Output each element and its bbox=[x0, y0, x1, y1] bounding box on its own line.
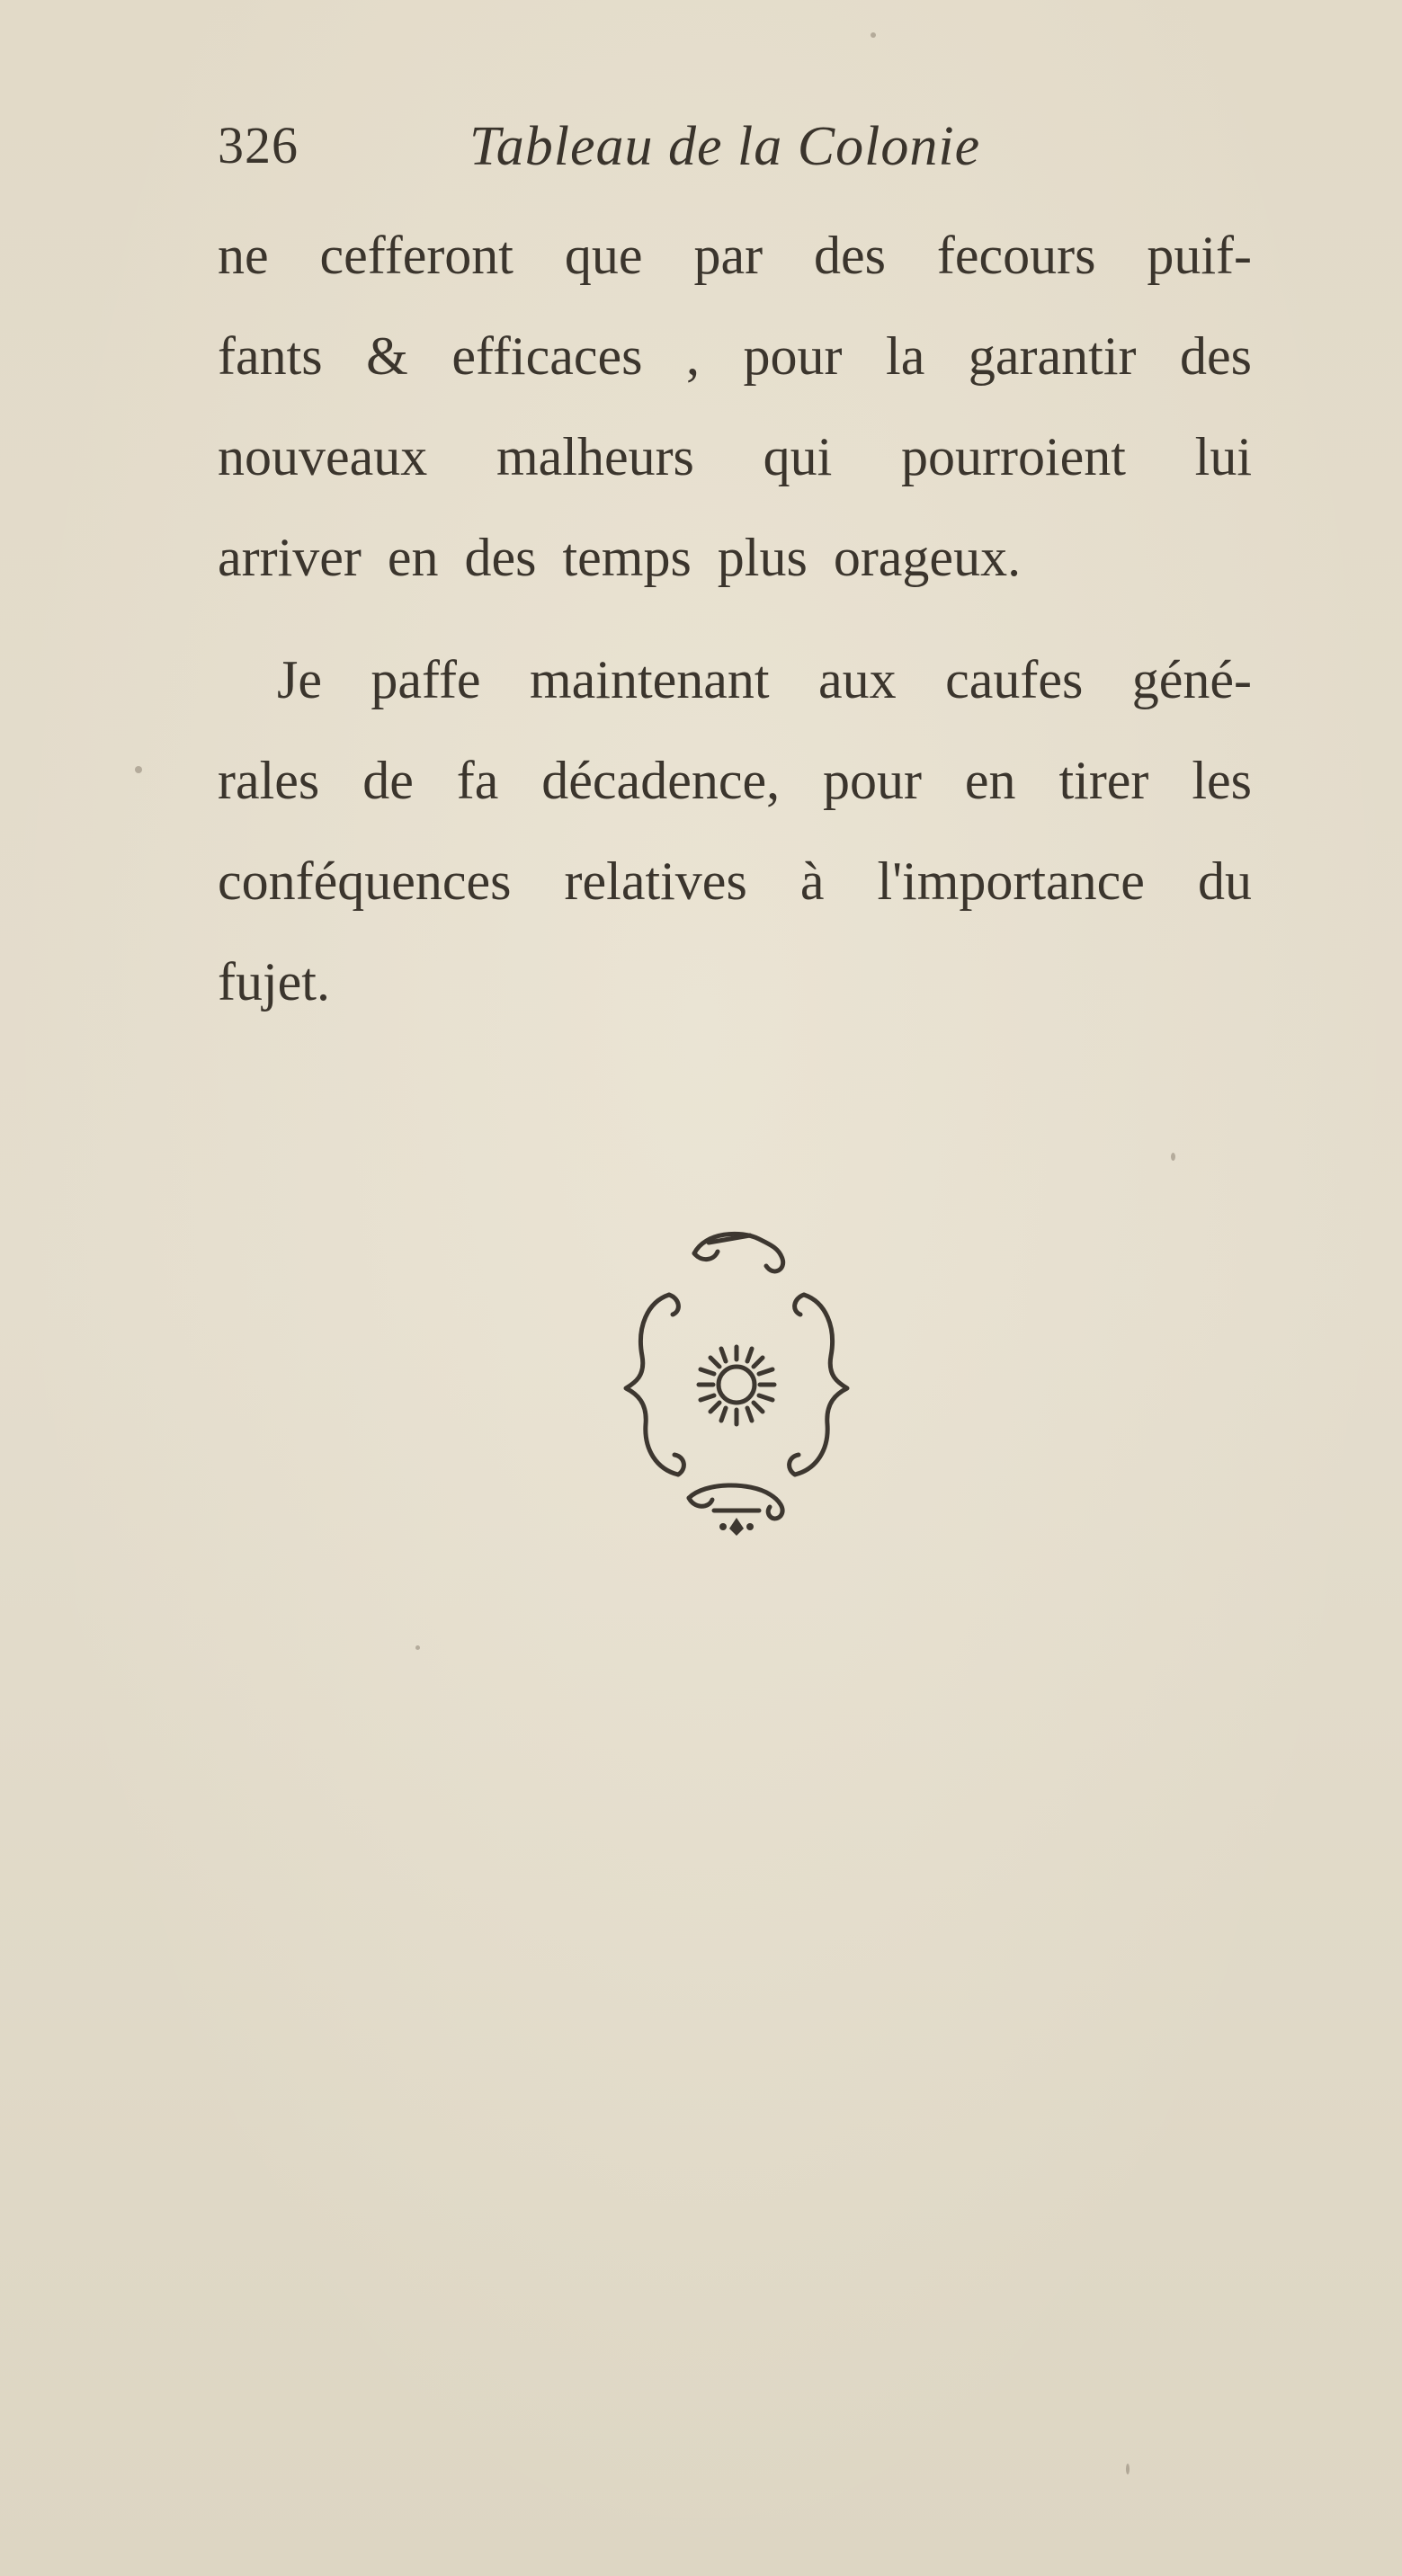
paragraph-line: fujet. bbox=[218, 952, 330, 1012]
paper-speck bbox=[871, 32, 876, 38]
paragraph-line: rales de fa décadence, pour en tirer les bbox=[218, 751, 1252, 810]
page-number: 326 bbox=[218, 116, 299, 174]
paragraph-line: Je paffe maintenant aux caufes géné- bbox=[277, 650, 1252, 709]
paper-speck bbox=[415, 1645, 420, 1650]
page-header bbox=[218, 115, 1117, 187]
fleuron-ornament-icon bbox=[615, 1212, 858, 1536]
paper-speck bbox=[1126, 2464, 1130, 2474]
paragraph-2 bbox=[218, 629, 1252, 1032]
paper-speck bbox=[135, 766, 142, 773]
paper-speck bbox=[1171, 1153, 1175, 1161]
running-title: Tableau de la Colonie bbox=[469, 116, 981, 177]
paragraph-line: nouveaux malheurs qui pourroient lui bbox=[218, 427, 1252, 486]
paragraph-line: conféquences relatives à l'importance du bbox=[218, 851, 1252, 911]
paragraph-1 bbox=[218, 205, 1252, 608]
paragraph-line: ne cefferont que par des fecours puif- bbox=[218, 226, 1252, 285]
paragraph-line: fants & efficaces , pour la garantir des bbox=[218, 326, 1252, 386]
paragraph-line: arriver en des temps plus orageux. bbox=[218, 528, 1022, 587]
